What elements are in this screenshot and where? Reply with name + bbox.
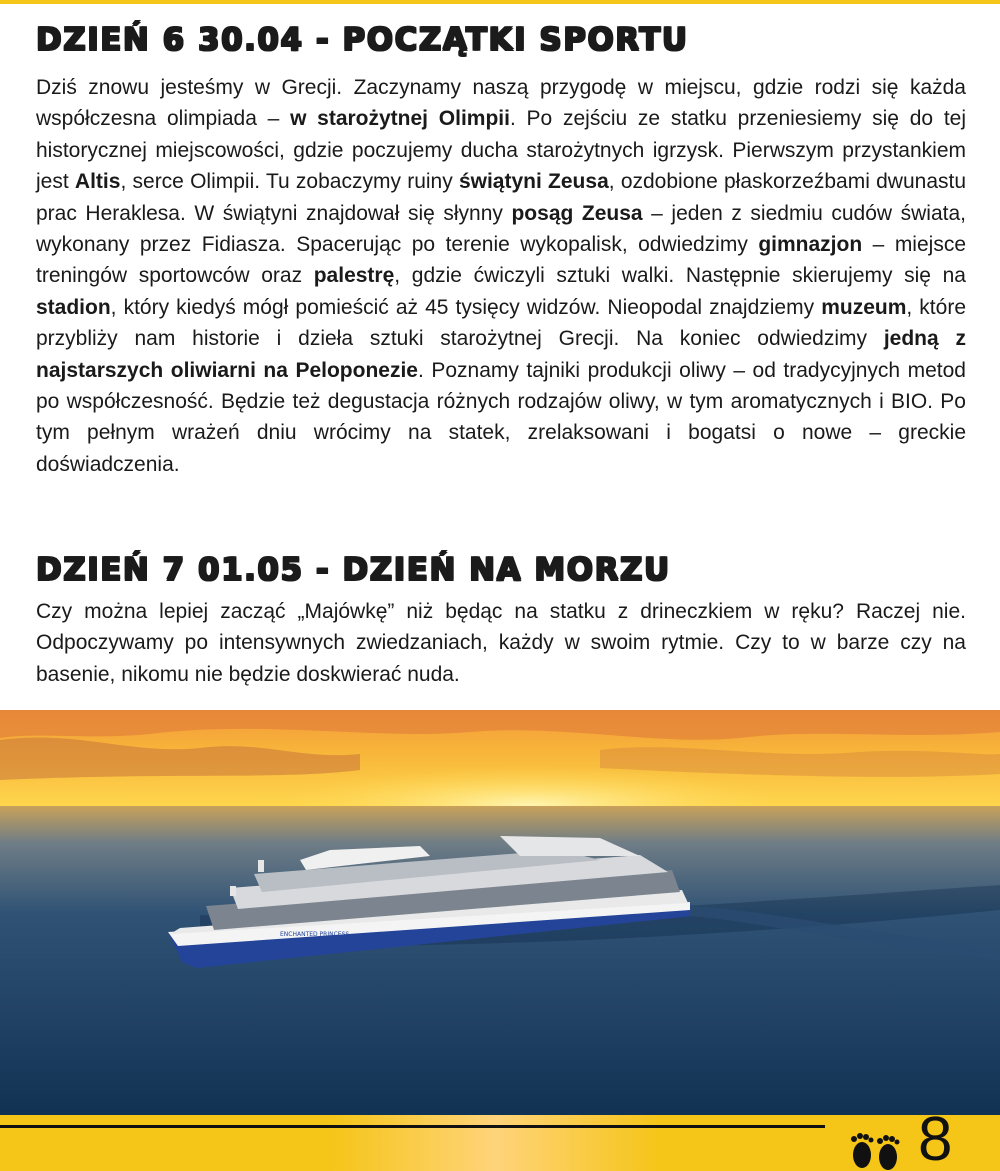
footer-line [0,1125,825,1128]
paragraph-text-run: Czy można lepiej zacząć „Majówkę” niż będąc na statku z drineczkiem w ręku? Raczej nie. Odpoczywamy po intensywnych zwiedzaniach, każdy w swoim rytmie. Czy to w barze czy na basenie, nikomu nie będzie doskwierać nuda. [36,600,966,686]
top-accent-rule [0,0,1000,4]
paragraph-text-run: , ozdobione płaskorzeźbami dwunastu prac Heraklesa. W świątyni znajdował się słynny [36,170,967,225]
paragraph-bold-run: jedną z najstarszych oliwiarni na Peloponezie [36,327,966,382]
paragraph-bold-run: świątyni Zeusa [458,170,609,194]
paragraph-bold-run: stadion [36,295,111,319]
day7-paragraph [36,596,966,690]
day6-heading: DZIEŃ 6 30.04 - POCZĄTKI SPORTU [36,22,689,58]
paragraph-text-run: , który kiedyś mógł pomieścić aż 45 tysięcy widzów. Nieopodal znajdziemy [110,295,822,319]
paragraph-text-run: . Po zejściu ze statku przeniesiemy się do tej historycznej miejscowości, gdzie poczujemy ducha starożytnych igrzysk. Pierwszym przystankiem jest [36,107,966,194]
paragraph-bold-run: gimnazjon [758,233,863,257]
paragraph-bold-run: w starożytnej Olimpii [290,107,510,131]
paragraph-text-run: – jeden z siedmiu cudów świata, wykonany przez Fidiasza. Spacerując po terenie wykopalisk, odwiedzimy [36,201,966,257]
paragraph-text-run: – miejsce treningów sportowców oraz [36,233,966,288]
paragraph-bold-run: palestrę [313,264,395,288]
day6-paragraph [36,72,966,480]
paragraph-text-run: Dziś znowu jesteśmy w Grecji. Zaczynamy naszą przygodę w miejscu, gdzie rodzi się każda współczesna olimpiada – [36,76,966,131]
cruise-ship-photo [0,710,1000,1115]
paragraph-text-run: , serce Olimpii. Tu zobaczymy ruiny [120,170,459,194]
ship-name-text: ENCHANTED PRINCESS [280,931,350,938]
footprints-icon [848,1129,912,1171]
paragraph-bold-run: Altis [74,170,121,194]
day7-heading: DZIEŃ 7 01.05 - DZIEŃ NA MORZU [36,552,671,588]
paragraph-text-run: , które przybliży nam historie i dzieła sztuki starożytnej Grecji. Na koniec odwiedzimy [36,295,966,351]
paragraph-text-run: , gdzie ćwiczyli sztuki walki. Następnie skierujemy się na [394,264,966,288]
paragraph-bold-run: muzeum [821,295,907,319]
footer-glow [330,1115,660,1171]
paragraph-text-run: . Poznamy tajniki produkcji oliwy – od tradycyjnych metod po współczesność. Będzie też degustacja różnych rodzajów oliwy, w tym aromatycznych i BIO. Po tym pełnym wrażeń dniu wrócimy na statek, zrelaksowani i bogatsi o nowe – greckie doświadczenia. [36,358,966,476]
page-footer [0,1115,1000,1171]
page-number: 8 [918,1115,953,1171]
paragraph-bold-run: posąg Zeusa [511,201,643,225]
